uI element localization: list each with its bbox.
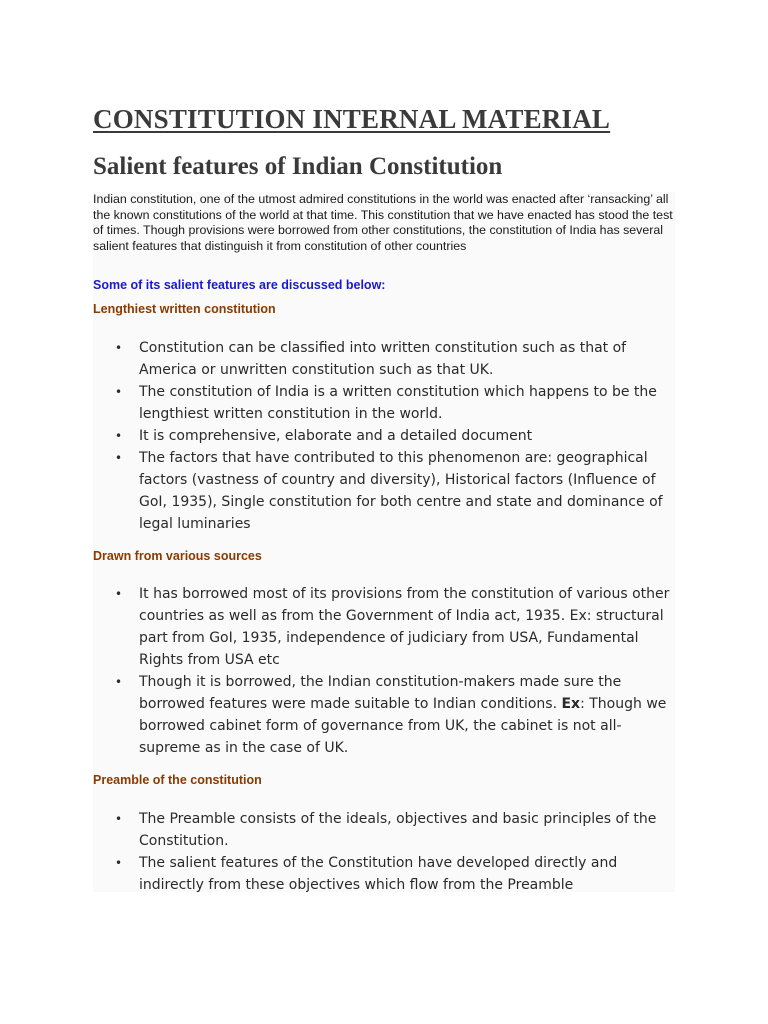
list-item (115, 381, 675, 425)
subheading-preamble: Preamble of the constitution (93, 773, 262, 787)
bullet-icon: • (115, 587, 123, 601)
intro-paragraph: Indian constitution, one of the utmost admired constitutions in the world was enacted after ‘ransacking’ all the known constitutions of the world at that time. This constitution that we have enacted has stood the test of times. Though provisions were borrowed from other constitutions, the constitution of India has several salient features that distinguish it from constitution of other countries (93, 192, 673, 253)
list-item-text: The Preamble consists of the ideals, objectives and basic principles of the Constitution. (139, 811, 657, 849)
example-label: Ex (561, 696, 581, 712)
features-lead: Some of its salient features are discussed below: (93, 278, 386, 292)
list-item (115, 337, 675, 381)
list-item (115, 808, 675, 852)
list-item (115, 425, 675, 447)
bullet-icon: • (115, 856, 123, 870)
subheading-lengthiest: Lengthiest written constitution (93, 302, 276, 316)
list-preamble (115, 808, 675, 896)
bullet-icon: • (115, 812, 123, 826)
list-item (115, 852, 675, 896)
bullet-icon: • (115, 429, 123, 443)
list-item-text: The constitution of India is a written constitution which happens to be the lengthiest written constitution in the world. (139, 384, 657, 422)
list-item-text-after: : Though we borrowed cabinet form of governance from UK, the cabinet is not all-supreme as in the case of UK. (139, 696, 667, 756)
list-sources (115, 583, 675, 759)
content-panel (93, 192, 675, 892)
section-heading: Salient features of Indian Constitution (93, 153, 503, 180)
bullet-icon: • (115, 341, 123, 355)
document-title: CONSTITUTION INTERNAL MATERIAL (93, 104, 611, 134)
bullet-icon: • (115, 385, 123, 399)
list-item (115, 447, 675, 535)
list-item (115, 671, 675, 759)
list-item-text: Constitution can be classified into written constitution such as that of America or unwritten constitution such as that UK. (139, 340, 627, 378)
list-item-text: It has borrowed most of its provisions from the constitution of various other countries as well as from the Government of India act, 1935. Ex: structural part from GoI, 1935, independence of judiciary from USA, Fundamental Rights from USA etc (139, 586, 670, 668)
subheading-sources: Drawn from various sources (93, 549, 262, 563)
bullet-icon: • (115, 451, 123, 465)
list-item-text-before: Though it is borrowed, the Indian constitution-makers made sure the borrowed features were made suitable to Indian conditions. (139, 674, 622, 712)
list-item-text: The factors that have contributed to this phenomenon are: geographical factors (vastness of country and diversity), Historical factors (Influence of GoI, 1935), Single constitution for both centre and state and dominance of legal luminaries (139, 450, 663, 532)
list-item (115, 583, 675, 671)
list-lengthiest (115, 337, 675, 535)
bullet-icon: • (115, 675, 123, 689)
list-item-text: The salient features of the Constitution have developed directly and indirectly from these objectives which flow from the Preamble (139, 855, 618, 893)
list-item-text: It is comprehensive, elaborate and a detailed document (139, 428, 533, 444)
